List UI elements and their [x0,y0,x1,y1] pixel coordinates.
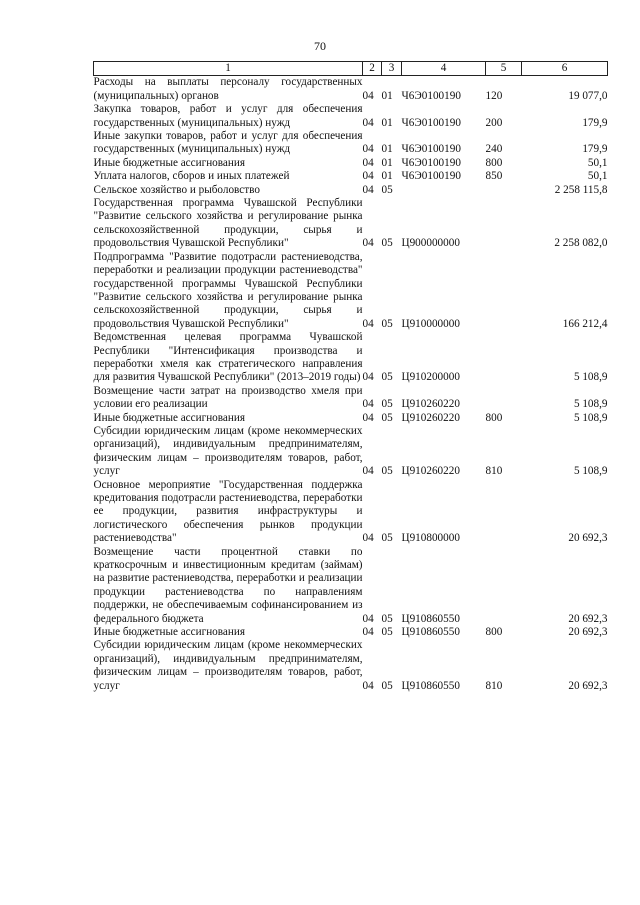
row-subsection-cell: 05 [381,532,393,545]
row-amount-cell: 179,9 [582,116,608,129]
row-section-cell: 04 [362,89,374,102]
row-name-cell: Государственная программа Чувашской Республики "Развитие сельского хозяйства и регулирование рынка сельскохозяйственной продукции, сырья и продовольствия Чувашской Республики" [93,197,363,250]
row-name-cell: Закупка товаров, работ и услуг для обеспечения государственных (муниципальных) нужд [93,103,363,129]
row-section-cell: 04 [362,465,374,478]
column-header: 2 [363,62,382,76]
row-amount-cell: 5 108,9 [573,371,608,384]
table-row [94,76,608,103]
row-subsection-cell: 01 [381,116,393,129]
table-row [94,479,608,546]
row-target-article-cell: Ц910860550 [401,679,460,692]
row-name-cell: Иные закупки товаров, работ и услуг для обеспечения государственных (муниципальных) нужд [93,130,363,156]
row-expense-type-cell: 800 [485,626,503,639]
row-subsection-cell: 05 [381,183,393,196]
row-name-cell: Ведомственная целевая программа Чувашской Республики "Интенсификация производства и переработки хмеля как стратегического направления для развития Чувашской Республики" (2013–2019 годы) [93,331,363,384]
column-header: 4 [402,62,486,76]
row-expense-type-cell [486,251,522,331]
row-expense-type-cell: 120 [485,89,503,102]
row-name-cell: Основное мероприятие "Государственная поддержка кредитования подотрасли растениеводства, переработки ее продукции, развития инфраструктуры и логистического обеспечения рынков продукции растениеводства" [93,478,363,545]
row-amount-cell: 20 692,3 [568,532,608,545]
row-name-cell: Иные бюджетные ассигнования [93,411,245,424]
row-name-cell: Возмещение части затрат на производство хмеля при условии его реализации [93,384,363,411]
row-amount-cell: 20 692,3 [568,626,608,639]
column-header: 5 [486,62,522,76]
row-section-cell: 04 [362,170,374,183]
row-name-cell: Расходы на выплаты персоналу государственных (муниципальных) органов [93,76,363,102]
table-row [94,385,608,412]
table-row [94,170,608,183]
table-row [94,103,608,130]
row-expense-type-cell [486,197,522,251]
row-target-article-cell: Ч6Э0100190 [401,156,461,169]
row-section-cell: 04 [362,532,374,545]
row-amount-cell: 50,1 [587,170,608,183]
row-subsection-cell: 05 [381,626,393,639]
row-target-article-cell: Ц910000000 [401,317,460,330]
row-section-cell: 04 [362,116,374,129]
table-row [94,639,608,693]
row-name-cell: Иные бюджетные ассигнования [93,156,245,169]
row-section-cell: 04 [362,156,374,169]
row-amount-cell: 5 108,9 [573,465,608,478]
table-row [94,412,608,425]
row-amount-cell: 20 692,3 [568,679,608,692]
row-expense-type-cell: 800 [485,411,503,424]
row-subsection-cell: 05 [381,371,393,384]
page-number: 70 [314,39,326,53]
row-amount-cell: 50,1 [587,156,608,169]
row-amount-cell: 5 108,9 [573,411,608,424]
table-row [94,130,608,157]
row-amount-cell: 166 212,4 [562,317,608,330]
table-row [94,251,608,331]
row-subsection-cell: 01 [381,143,393,156]
row-target-article-cell: Ц910200000 [401,371,460,384]
budget-table [93,61,608,693]
row-target-article-cell [402,184,486,197]
row-subsection-cell: 01 [381,89,393,102]
row-name-cell: Уплата налогов, сборов и иных платежей [93,170,290,183]
row-name-cell: Субсидии юридическим лицам (кроме некоммерческих организаций), индивидуальным предпринимателям, физическим лицам – производителям товаров, работ, услуг [93,639,363,692]
row-target-article-cell: Ч6Э0100190 [401,89,461,102]
row-target-article-cell: Ц910260220 [401,398,460,411]
row-subsection-cell: 05 [381,612,393,625]
table-header-row [94,62,608,76]
row-expense-type-cell [486,331,522,385]
row-expense-type-cell: 240 [485,143,503,156]
row-target-article-cell: Ц910800000 [401,532,460,545]
row-subsection-cell: 05 [381,398,393,411]
row-section-cell: 04 [362,626,374,639]
row-subsection-cell: 05 [381,679,393,692]
column-header: 1 [94,62,363,76]
row-expense-type-cell: 200 [485,116,503,129]
row-expense-type-cell: 810 [485,679,503,692]
row-amount-cell: 2 258 115,8 [554,183,608,196]
row-subsection-cell: 01 [381,170,393,183]
row-section-cell: 04 [362,612,374,625]
row-section-cell: 04 [362,183,374,196]
column-header: 6 [522,62,608,76]
row-section-cell: 04 [362,411,374,424]
row-amount-cell: 5 108,9 [573,398,608,411]
row-expense-type-cell [486,479,522,546]
row-subsection-cell: 05 [381,237,393,250]
row-name-cell: Субсидии юридическим лицам (кроме некоммерческих организаций), индивидуальным предпринимателям, физическим лицам – производителям товаров, работ, услуг [93,424,363,478]
row-section-cell: 04 [362,143,374,156]
row-target-article-cell: Ч6Э0100190 [401,116,461,129]
row-name-cell: Сельское хозяйство и рыболовство [93,183,260,196]
table-row [94,425,608,479]
row-expense-type-cell: 810 [485,465,503,478]
row-subsection-cell: 05 [381,317,393,330]
row-amount-cell: 19 077,0 [568,89,608,102]
row-section-cell: 04 [362,398,374,411]
row-amount-cell: 2 258 082,0 [554,237,608,250]
row-name-cell: Возмещение части процентной ставки по краткосрочным и инвестиционным кредитам (займам) на развитие растениеводства, переработки и реализации продукции растениеводства по направлениям поддержки, не обеспечиваемым софинансированием из федерального бюджета [93,545,363,625]
row-expense-type-cell [486,385,522,412]
column-header: 3 [382,62,402,76]
table-row [94,546,608,626]
row-section-cell: 04 [362,317,374,330]
row-section-cell: 04 [362,237,374,250]
row-expense-type-cell: 850 [485,170,503,183]
row-target-article-cell: Ц910860550 [401,612,460,625]
table-row [94,331,608,385]
table-row [94,157,608,170]
row-target-article-cell: Ц910860550 [401,626,460,639]
table-row [94,197,608,251]
row-name-cell: Иные бюджетные ассигнования [93,626,245,639]
row-section-cell: 04 [362,371,374,384]
row-target-article-cell: Ч6Э0100190 [401,170,461,183]
row-amount-cell: 179,9 [582,143,608,156]
row-target-article-cell: Ц910260220 [401,465,460,478]
row-target-article-cell: Ч6Э0100190 [401,143,461,156]
row-name-cell: Подпрограмма "Развитие подотрасли растениеводства, переработки и реализации продукции растениеводства" государственной программы Чувашской Республики "Развитие сельского хозяйства и регулирование рынка сельскохозяйственной продукции, сырья и продовольствия Чувашской Республики" [93,250,363,330]
row-amount-cell: 20 692,3 [568,612,608,625]
row-subsection-cell: 05 [381,411,393,424]
row-subsection-cell: 01 [381,156,393,169]
row-subsection-cell: 05 [381,465,393,478]
row-target-article-cell: Ц910260220 [401,411,460,424]
row-expense-type-cell [486,546,522,626]
row-expense-type-cell: 800 [485,156,503,169]
table-row [94,626,608,639]
row-target-article-cell: Ц900000000 [401,237,460,250]
row-section-cell: 04 [362,679,374,692]
table-row [94,184,608,197]
row-expense-type-cell [486,184,522,197]
